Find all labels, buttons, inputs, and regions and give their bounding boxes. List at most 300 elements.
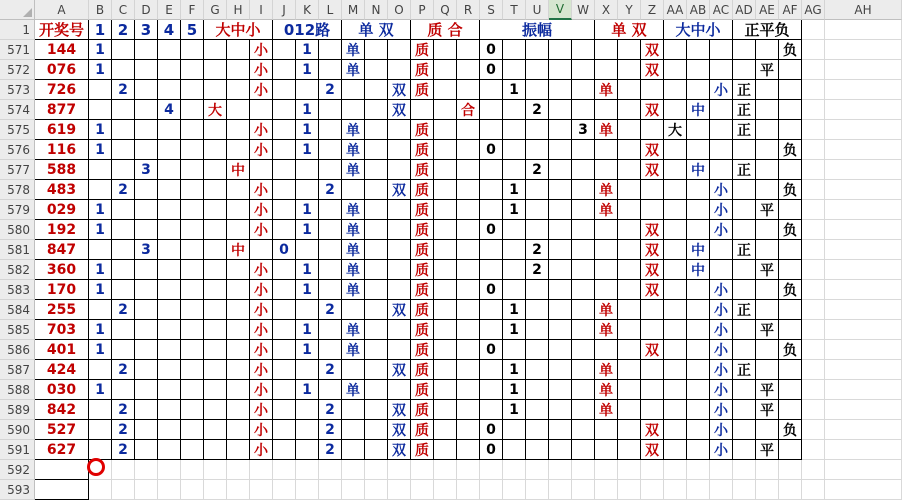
cell-ag583[interactable] [802, 280, 825, 300]
cell-t583[interactable] [503, 280, 526, 300]
cell-k593[interactable] [296, 480, 319, 500]
cell-i571[interactable]: 小 [250, 40, 273, 60]
cell-i574[interactable] [250, 100, 273, 120]
cell-z591[interactable]: 双 [641, 440, 664, 460]
cell-v580[interactable] [549, 220, 572, 240]
column-header-s[interactable]: S [480, 0, 503, 20]
cell-m588[interactable]: 单 [342, 380, 365, 400]
cell-ad579[interactable] [733, 200, 756, 220]
cell-y579[interactable] [618, 200, 641, 220]
cell-q584[interactable] [434, 300, 457, 320]
cell-ah588[interactable] [825, 380, 902, 400]
cell-j591[interactable] [273, 440, 296, 460]
cell-p586[interactable]: 质 [411, 340, 434, 360]
cell-g573[interactable] [204, 80, 227, 100]
cell-y573[interactable] [618, 80, 641, 100]
cell-z588[interactable] [641, 380, 664, 400]
cell-h590[interactable] [227, 420, 250, 440]
cell-e572[interactable] [158, 60, 181, 80]
cell-ad585[interactable] [733, 320, 756, 340]
cell-p574[interactable] [411, 100, 434, 120]
cell-g574[interactable]: 大 [204, 100, 227, 120]
column-header-x[interactable]: X [595, 0, 618, 20]
cell-d593[interactable] [135, 480, 158, 500]
cell-aa583[interactable] [664, 280, 687, 300]
cell-t581[interactable] [503, 240, 526, 260]
cell-j589[interactable] [273, 400, 296, 420]
cell-d592[interactable] [135, 460, 158, 480]
cell-c583[interactable] [112, 280, 135, 300]
cell-r580[interactable] [457, 220, 480, 240]
cell-y584[interactable] [618, 300, 641, 320]
cell-i573[interactable]: 小 [250, 80, 273, 100]
column-header-p[interactable]: P [411, 0, 434, 20]
cell-p576[interactable]: 质 [411, 140, 434, 160]
cell-ac584[interactable]: 小 [710, 300, 733, 320]
cell-s571[interactable]: 0 [480, 40, 503, 60]
cell-k585[interactable]: 1 [296, 320, 319, 340]
cell-s581[interactable] [480, 240, 503, 260]
cell-s582[interactable] [480, 260, 503, 280]
cell-v573[interactable] [549, 80, 572, 100]
cell-w571[interactable] [572, 40, 595, 60]
cell-af593[interactable] [779, 480, 802, 500]
cell-s589[interactable] [480, 400, 503, 420]
cell-i589[interactable]: 小 [250, 400, 273, 420]
cell-ae582[interactable]: 平 [756, 260, 779, 280]
cell-ah572[interactable] [825, 60, 902, 80]
cell-p582[interactable]: 质 [411, 260, 434, 280]
cell-e584[interactable] [158, 300, 181, 320]
cell-a571[interactable]: 144 [35, 40, 89, 60]
cell-aa576[interactable] [664, 140, 687, 160]
cell-e592[interactable] [158, 460, 181, 480]
cell-p571[interactable]: 质 [411, 40, 434, 60]
cell-ah592[interactable] [825, 460, 902, 480]
cell-m581[interactable]: 单 [342, 240, 365, 260]
cell-k580[interactable]: 1 [296, 220, 319, 240]
cell-ah576[interactable] [825, 140, 902, 160]
cell-z592[interactable] [641, 460, 664, 480]
cell-aa577[interactable] [664, 160, 687, 180]
cell-e583[interactable] [158, 280, 181, 300]
cell-c577[interactable] [112, 160, 135, 180]
cell-q576[interactable] [434, 140, 457, 160]
cell-s580[interactable]: 0 [480, 220, 503, 240]
cell-ae572[interactable]: 平 [756, 60, 779, 80]
cell-ah580[interactable] [825, 220, 902, 240]
cell-u571[interactable] [526, 40, 549, 60]
cell-n588[interactable] [365, 380, 388, 400]
cell-w593[interactable] [572, 480, 595, 500]
cell-c593[interactable] [112, 480, 135, 500]
cell-s591[interactable]: 0 [480, 440, 503, 460]
cell-x593[interactable] [595, 480, 618, 500]
cell-o577[interactable] [388, 160, 411, 180]
column-header-ac[interactable]: AC [710, 0, 733, 20]
cell-y589[interactable] [618, 400, 641, 420]
cell-ab573[interactable] [687, 80, 710, 100]
cell-j573[interactable] [273, 80, 296, 100]
cell-ad572[interactable] [733, 60, 756, 80]
cell-t588[interactable]: 1 [503, 380, 526, 400]
cell-w589[interactable] [572, 400, 595, 420]
cell-d588[interactable] [135, 380, 158, 400]
cell-k584[interactable] [296, 300, 319, 320]
cell-n590[interactable] [365, 420, 388, 440]
cell-t574[interactable] [503, 100, 526, 120]
cell-d571[interactable] [135, 40, 158, 60]
cell-x587[interactable]: 单 [595, 360, 618, 380]
cell-ac575[interactable] [710, 120, 733, 140]
cell-f584[interactable] [181, 300, 204, 320]
cell-s585[interactable] [480, 320, 503, 340]
column-header-u[interactable]: U [526, 0, 549, 20]
cell-ac577[interactable] [710, 160, 733, 180]
cell-b580[interactable]: 1 [89, 220, 112, 240]
cell-u588[interactable] [526, 380, 549, 400]
cell-w581[interactable] [572, 240, 595, 260]
cell-k583[interactable]: 1 [296, 280, 319, 300]
cell-n582[interactable] [365, 260, 388, 280]
cell-ad583[interactable] [733, 280, 756, 300]
cell-l592[interactable] [319, 460, 342, 480]
cell-ac587[interactable]: 小 [710, 360, 733, 380]
cell-c580[interactable] [112, 220, 135, 240]
cell-x591[interactable] [595, 440, 618, 460]
cell-ah589[interactable] [825, 400, 902, 420]
cell-ah591[interactable] [825, 440, 902, 460]
cell-u589[interactable] [526, 400, 549, 420]
cell-ad588[interactable] [733, 380, 756, 400]
cell-h586[interactable] [227, 340, 250, 360]
cell-w588[interactable] [572, 380, 595, 400]
cell-e593[interactable] [158, 480, 181, 500]
cell-x580[interactable] [595, 220, 618, 240]
cell-af587[interactable] [779, 360, 802, 380]
cell-e591[interactable] [158, 440, 181, 460]
cell-l575[interactable] [319, 120, 342, 140]
cell-k573[interactable] [296, 80, 319, 100]
cell-l574[interactable] [319, 100, 342, 120]
cell-n591[interactable] [365, 440, 388, 460]
cell-h574[interactable] [227, 100, 250, 120]
cell-t575[interactable] [503, 120, 526, 140]
cell-ag573[interactable] [802, 80, 825, 100]
cell-v591[interactable] [549, 440, 572, 460]
cell-ah590[interactable] [825, 420, 902, 440]
cell-af573[interactable] [779, 80, 802, 100]
cell-a573[interactable]: 726 [35, 80, 89, 100]
cell-k590[interactable] [296, 420, 319, 440]
cell-ag574[interactable] [802, 100, 825, 120]
row-header-574[interactable]: 574 [0, 100, 35, 120]
cell-af583[interactable]: 负 [779, 280, 802, 300]
cell-m571[interactable]: 单 [342, 40, 365, 60]
cell-d591[interactable] [135, 440, 158, 460]
cell-u577[interactable]: 2 [526, 160, 549, 180]
cell-s588[interactable] [480, 380, 503, 400]
cell-e589[interactable] [158, 400, 181, 420]
cell-i591[interactable]: 小 [250, 440, 273, 460]
cell-c574[interactable] [112, 100, 135, 120]
cell-y581[interactable] [618, 240, 641, 260]
cell-af571[interactable]: 负 [779, 40, 802, 60]
cell-i575[interactable]: 小 [250, 120, 273, 140]
cell-ad571[interactable] [733, 40, 756, 60]
cell-f581[interactable] [181, 240, 204, 260]
cell-k582[interactable]: 1 [296, 260, 319, 280]
cell-ah582[interactable] [825, 260, 902, 280]
cell-t572[interactable] [503, 60, 526, 80]
cell-h575[interactable] [227, 120, 250, 140]
cell-h587[interactable] [227, 360, 250, 380]
cell-g579[interactable] [204, 200, 227, 220]
cell-q590[interactable] [434, 420, 457, 440]
cell-af588[interactable] [779, 380, 802, 400]
cell-d575[interactable] [135, 120, 158, 140]
cell-ag588[interactable] [802, 380, 825, 400]
cell-v584[interactable] [549, 300, 572, 320]
column-header-b[interactable]: B [89, 0, 112, 20]
cell-t591[interactable] [503, 440, 526, 460]
cell-c579[interactable] [112, 200, 135, 220]
cell-q587[interactable] [434, 360, 457, 380]
cell-b574[interactable] [89, 100, 112, 120]
cell-a585[interactable]: 703 [35, 320, 89, 340]
cell-i592[interactable] [250, 460, 273, 480]
cell-z571[interactable]: 双 [641, 40, 664, 60]
cell-w572[interactable] [572, 60, 595, 80]
cell-c587[interactable]: 2 [112, 360, 135, 380]
row-header-587[interactable]: 587 [0, 360, 35, 380]
select-all-corner[interactable] [0, 0, 35, 20]
cell-p591[interactable]: 质 [411, 440, 434, 460]
cell-ad578[interactable] [733, 180, 756, 200]
cell-i582[interactable]: 小 [250, 260, 273, 280]
row-header-593[interactable]: 593 [0, 480, 35, 500]
cell-m575[interactable]: 单 [342, 120, 365, 140]
cell-y585[interactable] [618, 320, 641, 340]
cell-x573[interactable]: 单 [595, 80, 618, 100]
cell-i587[interactable]: 小 [250, 360, 273, 380]
cell-k572[interactable]: 1 [296, 60, 319, 80]
cell-e579[interactable] [158, 200, 181, 220]
cell-ae590[interactable] [756, 420, 779, 440]
cell-ah585[interactable] [825, 320, 902, 340]
cell-z589[interactable] [641, 400, 664, 420]
cell-g577[interactable] [204, 160, 227, 180]
cell-q573[interactable] [434, 80, 457, 100]
cell-v576[interactable] [549, 140, 572, 160]
cell-ae573[interactable] [756, 80, 779, 100]
cell-i580[interactable]: 小 [250, 220, 273, 240]
cell-ag571[interactable] [802, 40, 825, 60]
cell-y572[interactable] [618, 60, 641, 80]
cell-n571[interactable] [365, 40, 388, 60]
cell-x577[interactable] [595, 160, 618, 180]
cell-t578[interactable]: 1 [503, 180, 526, 200]
cell-p572[interactable]: 质 [411, 60, 434, 80]
row-header-1[interactable]: 1 [0, 20, 35, 40]
cell-q585[interactable] [434, 320, 457, 340]
cell-u576[interactable] [526, 140, 549, 160]
cell-u579[interactable] [526, 200, 549, 220]
cell-c581[interactable] [112, 240, 135, 260]
column-header-t[interactable]: T [503, 0, 526, 20]
cell-h573[interactable] [227, 80, 250, 100]
cell[interactable] [825, 20, 902, 40]
cell-z578[interactable] [641, 180, 664, 200]
row-header-578[interactable]: 578 [0, 180, 35, 200]
cell-p588[interactable]: 质 [411, 380, 434, 400]
cell-x579[interactable]: 单 [595, 200, 618, 220]
cell-a591[interactable]: 627 [35, 440, 89, 460]
cell-aa591[interactable] [664, 440, 687, 460]
cell-ae578[interactable] [756, 180, 779, 200]
cell-w578[interactable] [572, 180, 595, 200]
cell-s573[interactable] [480, 80, 503, 100]
cell-j579[interactable] [273, 200, 296, 220]
cell-e588[interactable] [158, 380, 181, 400]
cell-a575[interactable]: 619 [35, 120, 89, 140]
cell-o575[interactable] [388, 120, 411, 140]
column-header-af[interactable]: AF [779, 0, 802, 20]
row-header-571[interactable]: 571 [0, 40, 35, 60]
cell-x583[interactable] [595, 280, 618, 300]
cell-u586[interactable] [526, 340, 549, 360]
cell-aa593[interactable] [664, 480, 687, 500]
cell-ac581[interactable] [710, 240, 733, 260]
cell-g584[interactable] [204, 300, 227, 320]
cell-l579[interactable] [319, 200, 342, 220]
cell-s593[interactable] [480, 480, 503, 500]
cell-j593[interactable] [273, 480, 296, 500]
cell-ac583[interactable]: 小 [710, 280, 733, 300]
cell-l593[interactable] [319, 480, 342, 500]
cell-z574[interactable]: 双 [641, 100, 664, 120]
cell[interactable] [802, 20, 825, 40]
cell-v592[interactable] [549, 460, 572, 480]
column-header-o[interactable]: O [388, 0, 411, 20]
cell-v572[interactable] [549, 60, 572, 80]
cell-c575[interactable] [112, 120, 135, 140]
cell-g588[interactable] [204, 380, 227, 400]
cell-f576[interactable] [181, 140, 204, 160]
cell-x585[interactable]: 单 [595, 320, 618, 340]
cell-w579[interactable] [572, 200, 595, 220]
cell-u593[interactable] [526, 480, 549, 500]
cell-g591[interactable] [204, 440, 227, 460]
cell-v582[interactable] [549, 260, 572, 280]
cell-a574[interactable]: 877 [35, 100, 89, 120]
row-header-592[interactable]: 592 [0, 460, 35, 480]
cell-o589[interactable]: 双 [388, 400, 411, 420]
cell-ac592[interactable] [710, 460, 733, 480]
cell-ah573[interactable] [825, 80, 902, 100]
row-header-575[interactable]: 575 [0, 120, 35, 140]
cell-b582[interactable]: 1 [89, 260, 112, 280]
column-header-e[interactable]: E [158, 0, 181, 20]
cell-z590[interactable]: 双 [641, 420, 664, 440]
cell-af575[interactable] [779, 120, 802, 140]
cell-s583[interactable]: 0 [480, 280, 503, 300]
cell-a590[interactable]: 527 [35, 420, 89, 440]
cell-j580[interactable] [273, 220, 296, 240]
cell-ab583[interactable] [687, 280, 710, 300]
column-header-d[interactable]: D [135, 0, 158, 20]
cell-l572[interactable] [319, 60, 342, 80]
cell-ac589[interactable]: 小 [710, 400, 733, 420]
row-header-577[interactable]: 577 [0, 160, 35, 180]
cell-l571[interactable] [319, 40, 342, 60]
cell-e577[interactable] [158, 160, 181, 180]
cell-af578[interactable]: 负 [779, 180, 802, 200]
cell-w577[interactable] [572, 160, 595, 180]
cell-y586[interactable] [618, 340, 641, 360]
cell-c572[interactable] [112, 60, 135, 80]
cell-q575[interactable] [434, 120, 457, 140]
cell-e576[interactable] [158, 140, 181, 160]
cell-q578[interactable] [434, 180, 457, 200]
cell-f577[interactable] [181, 160, 204, 180]
cell-x584[interactable]: 单 [595, 300, 618, 320]
cell-ae576[interactable] [756, 140, 779, 160]
cell-t580[interactable] [503, 220, 526, 240]
cell-r585[interactable] [457, 320, 480, 340]
cell-v581[interactable] [549, 240, 572, 260]
cell-r572[interactable] [457, 60, 480, 80]
cell-t579[interactable]: 1 [503, 200, 526, 220]
cell-r587[interactable] [457, 360, 480, 380]
cell-z581[interactable]: 双 [641, 240, 664, 260]
cell-l580[interactable] [319, 220, 342, 240]
cell-t576[interactable] [503, 140, 526, 160]
cell-e582[interactable] [158, 260, 181, 280]
cell-r590[interactable] [457, 420, 480, 440]
cell-p587[interactable]: 质 [411, 360, 434, 380]
cell-w580[interactable] [572, 220, 595, 240]
cell-n575[interactable] [365, 120, 388, 140]
cell-n576[interactable] [365, 140, 388, 160]
cell-ac586[interactable]: 小 [710, 340, 733, 360]
cell-z593[interactable] [641, 480, 664, 500]
cell-i585[interactable]: 小 [250, 320, 273, 340]
cell-o591[interactable]: 双 [388, 440, 411, 460]
cell-ad590[interactable] [733, 420, 756, 440]
row-header-581[interactable]: 581 [0, 240, 35, 260]
cell-q591[interactable] [434, 440, 457, 460]
cell-ah571[interactable] [825, 40, 902, 60]
cell-q577[interactable] [434, 160, 457, 180]
cell-ae583[interactable] [756, 280, 779, 300]
cell-t589[interactable]: 1 [503, 400, 526, 420]
cell-e586[interactable] [158, 340, 181, 360]
row-header-583[interactable]: 583 [0, 280, 35, 300]
cell-t573[interactable]: 1 [503, 80, 526, 100]
cell-g587[interactable] [204, 360, 227, 380]
cell-y580[interactable] [618, 220, 641, 240]
cell-ad582[interactable] [733, 260, 756, 280]
cell-aa588[interactable] [664, 380, 687, 400]
cell-t586[interactable] [503, 340, 526, 360]
cell-m583[interactable]: 单 [342, 280, 365, 300]
cell-q586[interactable] [434, 340, 457, 360]
cell-ab593[interactable] [687, 480, 710, 500]
row-header-585[interactable]: 585 [0, 320, 35, 340]
cell-d585[interactable] [135, 320, 158, 340]
cell-ab580[interactable] [687, 220, 710, 240]
